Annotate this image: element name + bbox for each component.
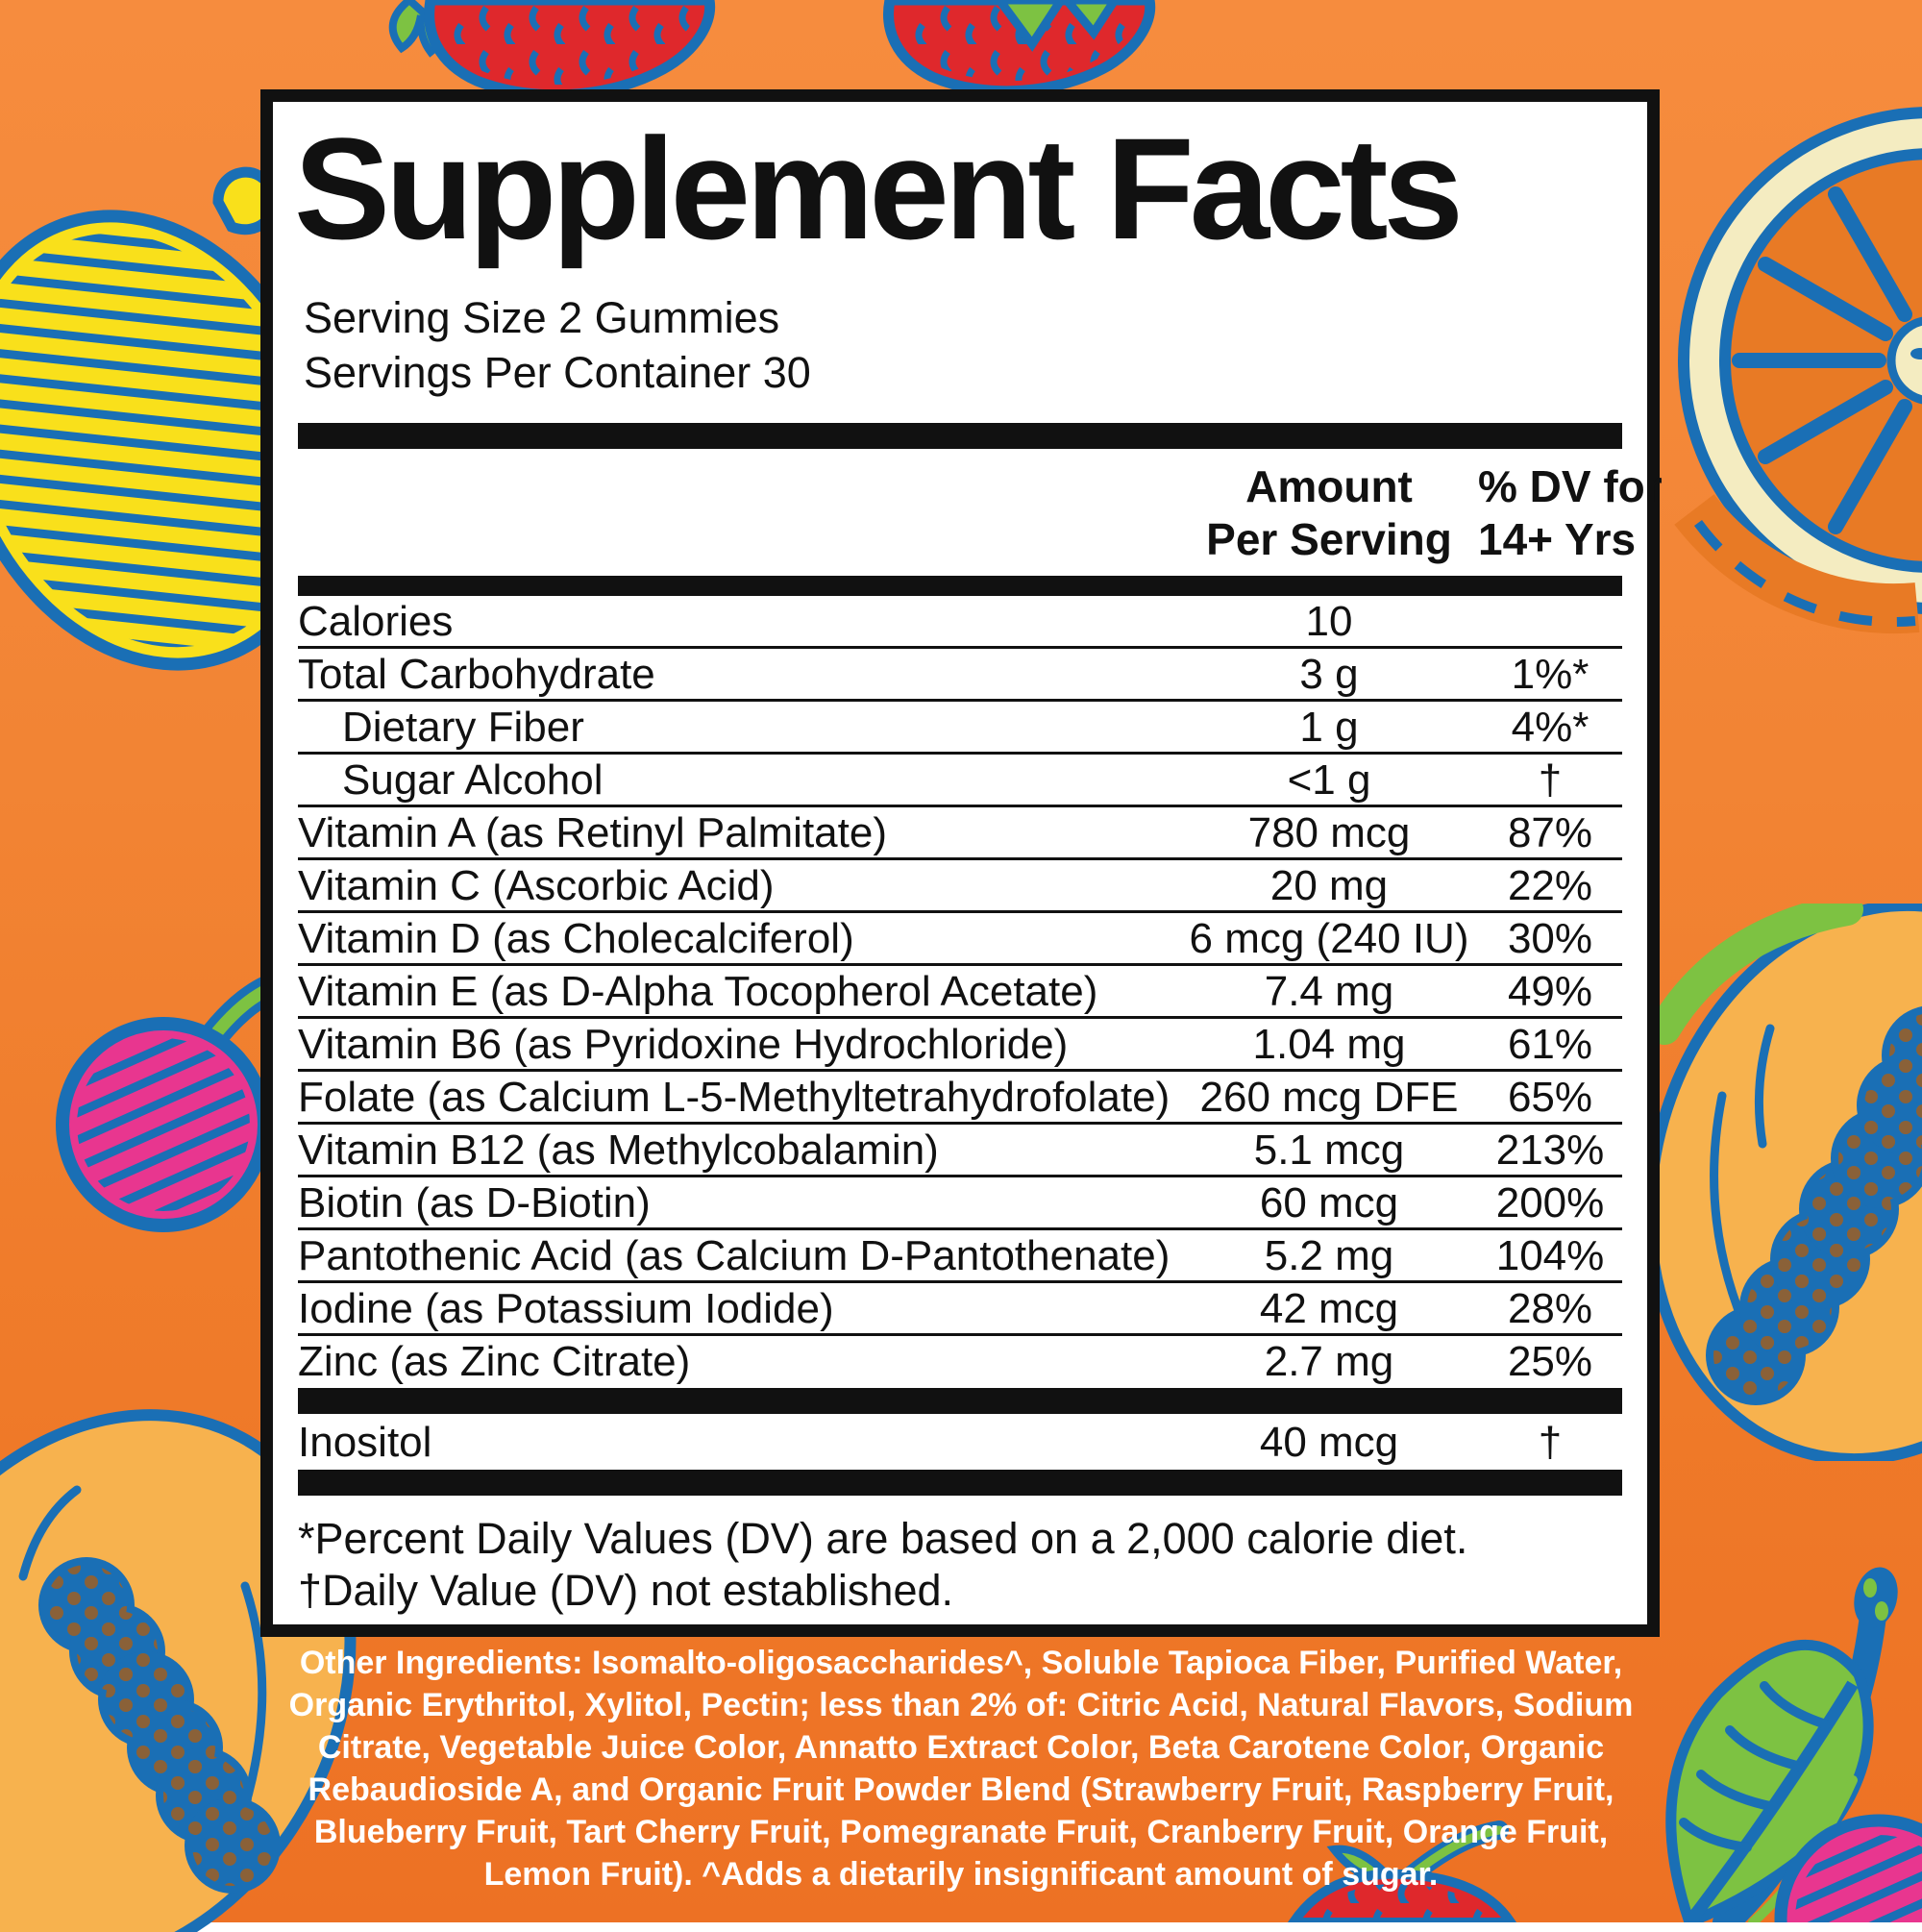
table-row-zinc: Zinc (as Zinc Citrate) 2.7 mg 25%	[298, 1338, 1593, 1385]
table-row-vitamin-b12: Vitamin B12 (as Methylcobalamin) 5.1 mcg 213%	[298, 1125, 1622, 1177]
not-established-footnote: †Daily Value (DV) not established.	[298, 1566, 954, 1615]
table-row-vitamin-c: Vitamin C (Ascorbic Acid) 20 mg 22%	[298, 860, 1622, 913]
table-row-total-carbohydrate: Total Carbohydrate 3 g 1%*	[298, 649, 1622, 702]
table-row-dietary-fiber: Dietary Fiber 1 g 4%*	[298, 702, 1622, 755]
supplement-facts-panel	[260, 89, 1663, 1637]
strawberry-icon	[836, 0, 1158, 104]
dv-column-header: % DV for 14+ Yrs	[1478, 461, 1663, 564]
table-row-vitamin-d: Vitamin D (as Cholecalciferol) 6 mcg (240 IU) 30%	[298, 913, 1622, 966]
daily-value-footnote: *Percent Daily Values (DV) are based on a 2,000 calorie diet.	[298, 1514, 1468, 1563]
servings-per-container: Servings Per Container 30	[304, 348, 811, 397]
table-row-sugar-alcohol: Sugar Alcohol <1 g †	[298, 755, 1622, 807]
papaya-icon	[1655, 904, 1922, 1461]
table-row-biotin: Biotin (as D-Biotin) 60 mcg 200%	[298, 1177, 1622, 1230]
table-row-vitamin-b6: Vitamin B6 (as Pyridoxine Hydrochloride) 1.04 mg 61%	[298, 1019, 1622, 1072]
table-row-pantothenic-acid: Pantothenic Acid (as Calcium D-Pantothenate) 5.2 mg 104%	[298, 1230, 1622, 1283]
amount-column-header: Amount Per Serving	[1206, 461, 1452, 564]
section-divider-bar	[298, 576, 1622, 596]
table-row-inositol: Inositol 40 mcg †	[298, 1419, 1563, 1466]
section-divider-bar	[298, 1470, 1622, 1496]
cherry-icon	[38, 961, 288, 1240]
header-spacer	[298, 460, 1180, 566]
table-row-calories: Calories 10	[298, 596, 1622, 649]
other-ingredients-text: Other Ingredients: Isomalto-oligosaccharides^, Soluble Tapioca Fiber, Purified Water, Organic Erythritol, Xylitol, Pectin; less than 2% of: Citric Acid, Natural Flavors, Sodium Citrate, Vegetable Juice Color, Annatto Extract Color, Beta Carotene Color, Organic Rebaudioside A, and Organic Fruit Powder Blend (Strawberry Fruit, Raspberry Fruit, Blueberry Fruit, Tart Cherry Fruit, Pomegranate Fruit, Cranberry Fruit, Orange Fruit, Lemon Fruit). ^Adds a dietarily insignificant amount of sugar.	[288, 1645, 1634, 1893]
table-row-vitamin-a: Vitamin A (as Retinyl Palmitate) 780 mcg 87%	[298, 807, 1622, 860]
panel-title: Supplement Facts	[294, 108, 1459, 269]
column-header-row	[298, 449, 1663, 576]
section-divider-bar	[298, 1388, 1622, 1414]
table-row-iodine: Iodine (as Potassium Iodide) 42 mcg 28%	[298, 1283, 1622, 1336]
serving-size: Serving Size 2 Gummies	[304, 293, 780, 342]
orange-slice-icon	[1648, 96, 1922, 634]
section-divider-bar	[298, 423, 1622, 449]
cherry-icon	[1763, 1805, 1922, 1922]
table-row-folate: Folate (as Calcium L-5-Methyltetrahydrofolate) 260 mcg DFE 65%	[298, 1072, 1622, 1125]
table-row-vitamin-e: Vitamin E (as D-Alpha Tocopherol Acetate) 7.4 mg 49%	[298, 966, 1622, 1019]
